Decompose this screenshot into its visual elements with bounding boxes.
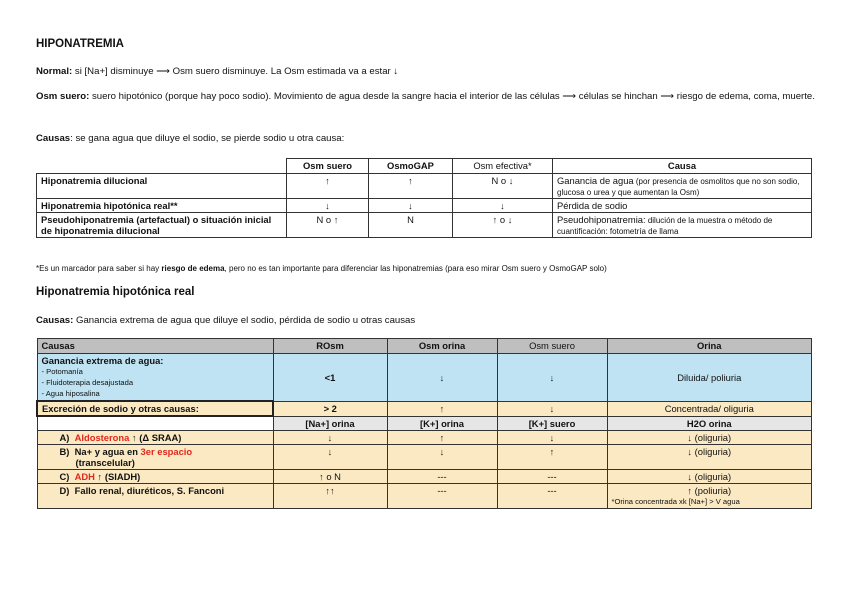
- table-header-cell: OsmoGAP: [369, 159, 453, 174]
- table-cell: ↑: [497, 444, 607, 469]
- paragraph-osm-suero: Osm suero: suero hipotónico (porque hay poco sodio). Movimiento de agua desde la sangre hacia el interior de las células ⟶ células se hinchan ⟶ riesgo de edema, coma, muerte.: [36, 91, 815, 102]
- table-cell: ↓: [387, 354, 497, 402]
- table-header-cell: ROsm: [273, 339, 387, 354]
- table-cell: ↓ (oliguria): [607, 469, 812, 483]
- table-cell: <1: [273, 354, 387, 402]
- table-cell: ↓: [273, 430, 387, 444]
- row-label: Pseudohiponatremia (artefactual) o situación inicial de hiponatremia dilucional: [37, 213, 287, 238]
- table-cell: ↑ (poliuria) *Orina concentrada xk [Na+] > V agua: [607, 483, 812, 508]
- table-cell: ---: [387, 483, 497, 508]
- table-header-cell: H2O orina: [607, 416, 812, 430]
- table-cell: Ganancia de agua (por presencia de osmolitos que no son sodio, glucosa o urea y que aumentan la Osm): [553, 174, 812, 199]
- table-cell: ↓: [497, 354, 607, 402]
- table-footnote: *Es un marcador para saber si hay riesgo de edema, pero no es tan importante para diferenciar las hiponatremias (para eso mirar Osm suero y OsmoGAP solo): [36, 264, 607, 273]
- table-cell: ↓: [497, 430, 607, 444]
- paragraph-normal: Normal: si [Na+] disminuye ⟶ Osm suero disminuye. La Osm estimada va a estar ↓: [36, 66, 399, 77]
- table-header-cell: Osm efectiva*: [453, 159, 553, 174]
- table-cell: Diluida/ poliuria: [607, 354, 812, 402]
- table-cell: ↓ (oliguria): [607, 430, 812, 444]
- table-subheader-row: [37, 416, 812, 430]
- paragraph-causas: Causas: se gana agua que diluye el sodio, se pierde sodio u otra causa:: [36, 133, 345, 144]
- table-cell: ↑: [369, 174, 453, 199]
- table-header-cell: Causas: [37, 339, 273, 354]
- table-row: [37, 174, 812, 199]
- row-label: Ganancia extrema de agua: - Potomanía - Fluidoterapia desajustada - Agua hiposalina: [37, 354, 273, 402]
- table-cell: Concentrada/ oliguria: [607, 401, 812, 416]
- table-row: [37, 483, 812, 508]
- table-cell: N o ↑: [287, 213, 369, 238]
- table-cell: ↑: [387, 430, 497, 444]
- table-cell: ↓: [453, 199, 553, 213]
- hipotonica-real-table: [36, 338, 812, 509]
- table-row: [37, 354, 812, 402]
- table-cell: N: [369, 213, 453, 238]
- section-title: Hiponatremia hipotónica real: [36, 286, 195, 298]
- table-cell: ---: [497, 483, 607, 508]
- row-label: D) Fallo renal, diuréticos, S. Fanconi: [37, 483, 273, 508]
- table-header-row: [37, 339, 812, 354]
- table-row: [37, 444, 812, 469]
- table-header-cell: Osm orina: [387, 339, 497, 354]
- table-cell: ↓: [287, 199, 369, 213]
- table-header-cell: Causa: [553, 159, 812, 174]
- table-cell: ---: [387, 469, 497, 483]
- table-cell: ↑ o ↓: [453, 213, 553, 238]
- paragraph-causas-2: Causas: Ganancia extrema de agua que diluye el sodio, pérdida de sodio u otras causas: [36, 315, 416, 326]
- table-header-cell: [37, 159, 287, 174]
- table-header-cell: Osm suero: [287, 159, 369, 174]
- row-label: Excreción de sodio y otras causas:: [37, 401, 273, 416]
- table-cell: ---: [497, 469, 607, 483]
- table-header-cell: [K+] orina: [387, 416, 497, 430]
- table-row: [37, 469, 812, 483]
- table-row: [37, 199, 812, 213]
- table-cell: ↑: [287, 174, 369, 199]
- page-title: HIPONATREMIA: [36, 38, 124, 50]
- table-cell: ↑ o N: [273, 469, 387, 483]
- table-cell: > 2: [273, 401, 387, 416]
- table-cell: Pérdida de sodio: [553, 199, 812, 213]
- row-label: Hiponatremia dilucional: [37, 174, 287, 199]
- table-cell: ↓: [387, 444, 497, 469]
- table-cell: ↓: [369, 199, 453, 213]
- row-label: B) Na+ y agua en 3er espacio (transcelular): [37, 444, 273, 469]
- table-header-row: [37, 159, 812, 174]
- table-row: [37, 430, 812, 444]
- table-header-cell: Orina: [607, 339, 812, 354]
- table-cell: ↓: [273, 444, 387, 469]
- table-header-cell: Osm suero: [497, 339, 607, 354]
- table-row: [37, 401, 812, 416]
- table-cell: ↑: [387, 401, 497, 416]
- table-header-cell: [Na+] orina: [273, 416, 387, 430]
- table-cell: Pseudohiponatremia: dilución de la muestra o método de cuantificación: fotometría de llama: [553, 213, 812, 238]
- table-cell: ↓: [497, 401, 607, 416]
- row-label: C) ADH ↑ (SIADH): [37, 469, 273, 483]
- table-cell: ↓ (oliguria): [607, 444, 812, 469]
- row-label: A) Aldosterona ↑ (Δ SRAA): [37, 430, 273, 444]
- table-cell: N o ↓: [453, 174, 553, 199]
- row-label: Hiponatremia hipotónica real**: [37, 199, 287, 213]
- table-header-cell: [K+] suero: [497, 416, 607, 430]
- table-row: [37, 213, 812, 238]
- table-cell: ↑↑: [273, 483, 387, 508]
- table-cell: [37, 416, 273, 430]
- hiponatremia-types-table: [36, 158, 812, 238]
